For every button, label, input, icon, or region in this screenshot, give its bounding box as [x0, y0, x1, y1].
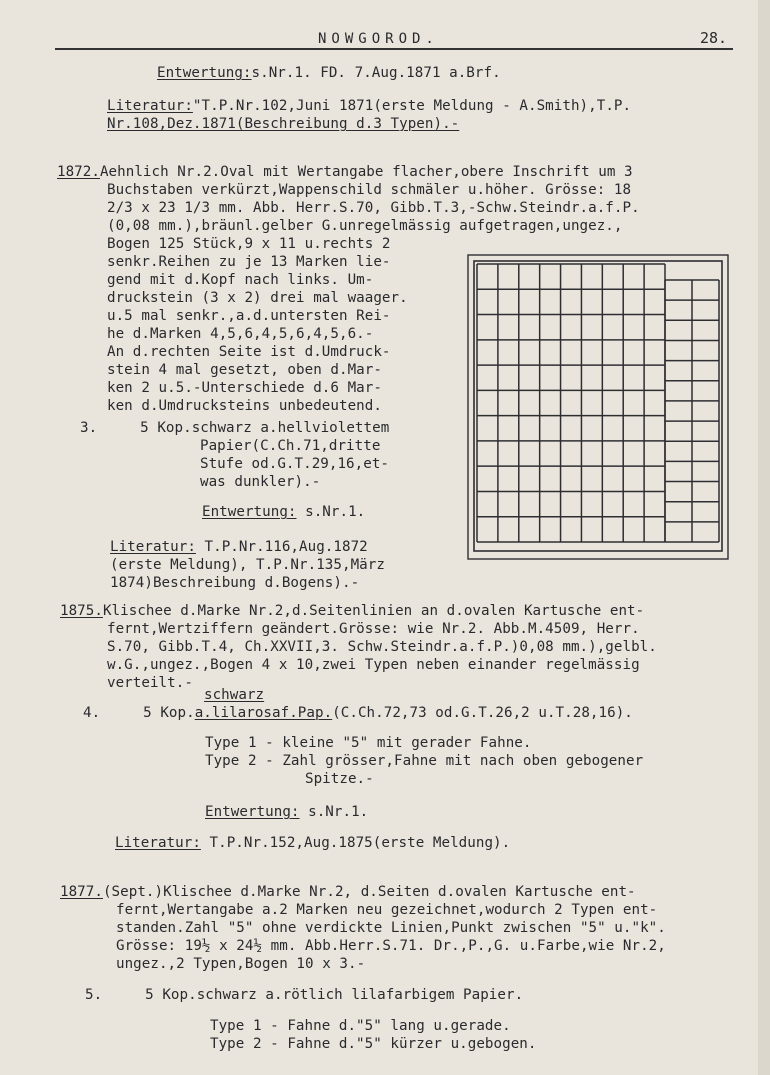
cancellation-line — [205, 803, 368, 821]
text-segment: senkr.Reihen zu je 13 Marken lie- — [107, 254, 391, 270]
entry-1877-text — [116, 937, 666, 955]
text-segment: 1874)Beschreibung d.Bogens).- — [110, 575, 360, 591]
entry-1872-text — [57, 163, 633, 181]
entry-1875-text — [107, 656, 640, 674]
page-header-title: NOWGOROD. — [318, 31, 439, 47]
text-segment: s.Nr.1. — [299, 804, 369, 820]
underlined-text: a.lilarosaf.Pap. — [194, 705, 333, 721]
text-segment: 3. 5 Kop.schwarz a.hellviolettem — [80, 420, 390, 436]
text-segment: (Sept.)Klischee d.Marke Nr.2, d.Seiten d.ovalen Kartusche ent- — [102, 884, 636, 900]
literature-line — [115, 834, 510, 852]
text-segment: druckstein (3 x 2) drei mal waager. — [107, 290, 408, 306]
entry-1875-text — [107, 674, 193, 692]
stamp-3-text — [200, 437, 380, 455]
entry-1875-text — [60, 602, 644, 620]
entry-1877-text — [60, 883, 636, 901]
stamp-3-text — [200, 455, 389, 473]
stamp-5-text — [85, 986, 523, 1004]
text-segment: 5. 5 Kop.schwarz a.rötlich lilafarbigem Papier. — [85, 987, 524, 1003]
stamp-3-text — [80, 419, 389, 437]
underlined-text: Nr.108,Dez.1871(Beschreibung d.3 Typen).- — [107, 116, 460, 132]
underlined-text: Entwertung: — [202, 504, 297, 520]
text-segment: S.70, Gibb.T.4, Ch.XXVII,3. Schw.Steindr.a.f.P.)0,08 mm.),gelbl. — [107, 639, 657, 655]
entry-1875-text — [107, 620, 640, 638]
entry-1872-text — [107, 397, 382, 415]
literature-line — [110, 538, 368, 556]
entry-1872-text — [107, 235, 391, 253]
text-segment: Type 1 - kleine "5" mit gerader Fahne. — [205, 735, 532, 751]
sheet-layout-diagram — [465, 252, 733, 564]
underlined-text: 1875. — [60, 603, 103, 619]
entry-1872-text — [107, 199, 640, 217]
text-segment: T.P.Nr.152,Aug.1875(erste Meldung). — [200, 835, 511, 851]
text-segment: gend mit d.Kopf nach links. Um- — [107, 272, 374, 288]
stamp-3-text — [200, 473, 320, 491]
text-segment: Bogen 125 Stück,9 x 11 u.rechts 2 — [107, 236, 391, 252]
text-segment: Stufe od.G.T.29,16,et- — [200, 456, 390, 472]
underlined-text: Literatur: — [107, 98, 193, 114]
underlined-text: 1872. — [57, 164, 100, 180]
text-segment: Type 2 - Fahne d."5" kürzer u.gebogen. — [210, 1036, 537, 1052]
entry-1872-text — [107, 307, 391, 325]
underlined-text: schwarz — [204, 687, 265, 703]
entry-1872-text — [107, 325, 373, 343]
text-segment: 2/3 x 23 1/3 mm. Abb. Herr.S.70, Gibb.T.3,-Schw.Steindr.a.f.P. — [107, 200, 640, 216]
stamp-4-text — [83, 704, 633, 722]
text-segment: "T.P.Nr.102,Juni 1871(erste Meldung - A.Smith),T.P. — [192, 98, 632, 114]
text-segment: (erste Meldung), T.P.Nr.135,März — [110, 557, 385, 573]
text-segment: stein 4 mal gesetzt, oben d.Mar- — [107, 362, 382, 378]
page-edge — [758, 0, 770, 1075]
text-segment: ungez.,2 Typen,Bogen 10 x 3.- — [116, 956, 366, 972]
stamp-5-type-text — [210, 1017, 511, 1035]
text-segment: An d.rechten Seite ist d.Umdruck- — [107, 344, 391, 360]
text-segment: Buchstaben verkürzt,Wappenschild schmäler u.höher. Grösse: 18 — [107, 182, 632, 198]
text-segment: w.G.,ungez.,Bogen 4 x 10,zwei Typen neben einander regelmässig — [107, 657, 640, 673]
text-segment: u.5 mal senkr.,a.d.untersten Rei- — [107, 308, 391, 324]
cancellation-line — [202, 503, 365, 521]
entry-1877-text — [116, 901, 657, 919]
stamp-5-type-text — [210, 1035, 536, 1053]
text-segment: standen.Zahl "5" ohne verdickte Linien,Punkt zwischen "5" u."k". — [116, 920, 666, 936]
text-segment: T.P.Nr.116,Aug.1872 — [195, 539, 368, 555]
entry-1872-text — [107, 181, 631, 199]
entry-1872-text — [107, 379, 382, 397]
text-segment: s.Nr.1. FD. 7.Aug.1871 a.Brf. — [251, 65, 501, 81]
entry-1872-text — [107, 217, 623, 235]
literature-line — [107, 115, 459, 133]
text-segment: ken d.Umdrucksteins unbedeutend. — [107, 398, 382, 414]
text-segment: Papier(C.Ch.71,dritte — [200, 438, 381, 454]
entry-1872-text — [107, 361, 382, 379]
text-segment: Spitze.- — [305, 771, 374, 787]
entry-1877-text — [116, 919, 666, 937]
stamp-4-type-text — [305, 770, 374, 788]
underlined-text: Literatur: — [115, 835, 201, 851]
text-segment: (0,08 mm.),bräunl.gelber G.unregelmässig aufgetragen,ungez., — [107, 218, 623, 234]
stamp-4-type-text — [205, 734, 531, 752]
entry-1875-text — [107, 638, 657, 656]
text-segment: Type 2 - Zahl grösser,Fahne mit nach oben gebogener — [205, 753, 644, 769]
entry-1877-text — [116, 955, 365, 973]
underlined-text: Entwertung: — [157, 65, 252, 81]
underlined-text: Literatur: — [110, 539, 196, 555]
literature-line — [110, 556, 385, 574]
text-segment: s.Nr.1. — [296, 504, 366, 520]
literature-line — [110, 574, 359, 592]
literature-line — [107, 97, 631, 115]
text-segment: Grösse: 19½ x 24½ mm. Abb.Herr.S.71. Dr.,P.,G. u.Farbe,wie Nr.2, — [116, 938, 666, 954]
text-segment: (C.Ch.72,73 od.G.T.26,2 u.T.28,16). — [332, 705, 633, 721]
page-number: 28. — [700, 29, 728, 47]
sheet-inner-border — [474, 261, 722, 551]
header-rule — [55, 48, 733, 50]
text-segment: Klischee d.Marke Nr.2,d.Seitenlinien an d.ovalen Kartusche ent- — [102, 603, 645, 619]
text-segment: he d.Marken 4,5,6,4,5,6,4,5,6.- — [107, 326, 374, 342]
text-segment: was dunkler).- — [200, 474, 321, 490]
text-segment: verteilt.- — [107, 675, 193, 691]
text-segment: Type 1 - Fahne d."5" lang u.gerade. — [210, 1018, 511, 1034]
stamp-4-type-text — [205, 752, 643, 770]
entry-1872-text — [107, 271, 373, 289]
entry-1872-text — [107, 343, 391, 361]
stamp-4-insertion — [204, 686, 264, 704]
text-segment: Aehnlich Nr.2.Oval mit Wertangabe flacher,obere Inschrift um 3 — [99, 164, 633, 180]
cancellation-line — [157, 64, 501, 82]
underlined-text: 1877. — [60, 884, 103, 900]
underlined-text: Entwertung: — [205, 804, 300, 820]
text-segment: fernt,Wertziffern geändert.Grösse: wie Nr.2. Abb.M.4509, Herr. — [107, 621, 640, 637]
entry-1872-text — [107, 289, 408, 307]
entry-1872-text — [107, 253, 391, 271]
text-segment: fernt,Wertangabe a.2 Marken neu gezeichnet,wodurch 2 Typen ent- — [116, 902, 658, 918]
text-segment: 4. 5 Kop. — [83, 705, 195, 721]
text-segment: ken 2 u.5.-Unterschiede d.6 Mar- — [107, 380, 382, 396]
